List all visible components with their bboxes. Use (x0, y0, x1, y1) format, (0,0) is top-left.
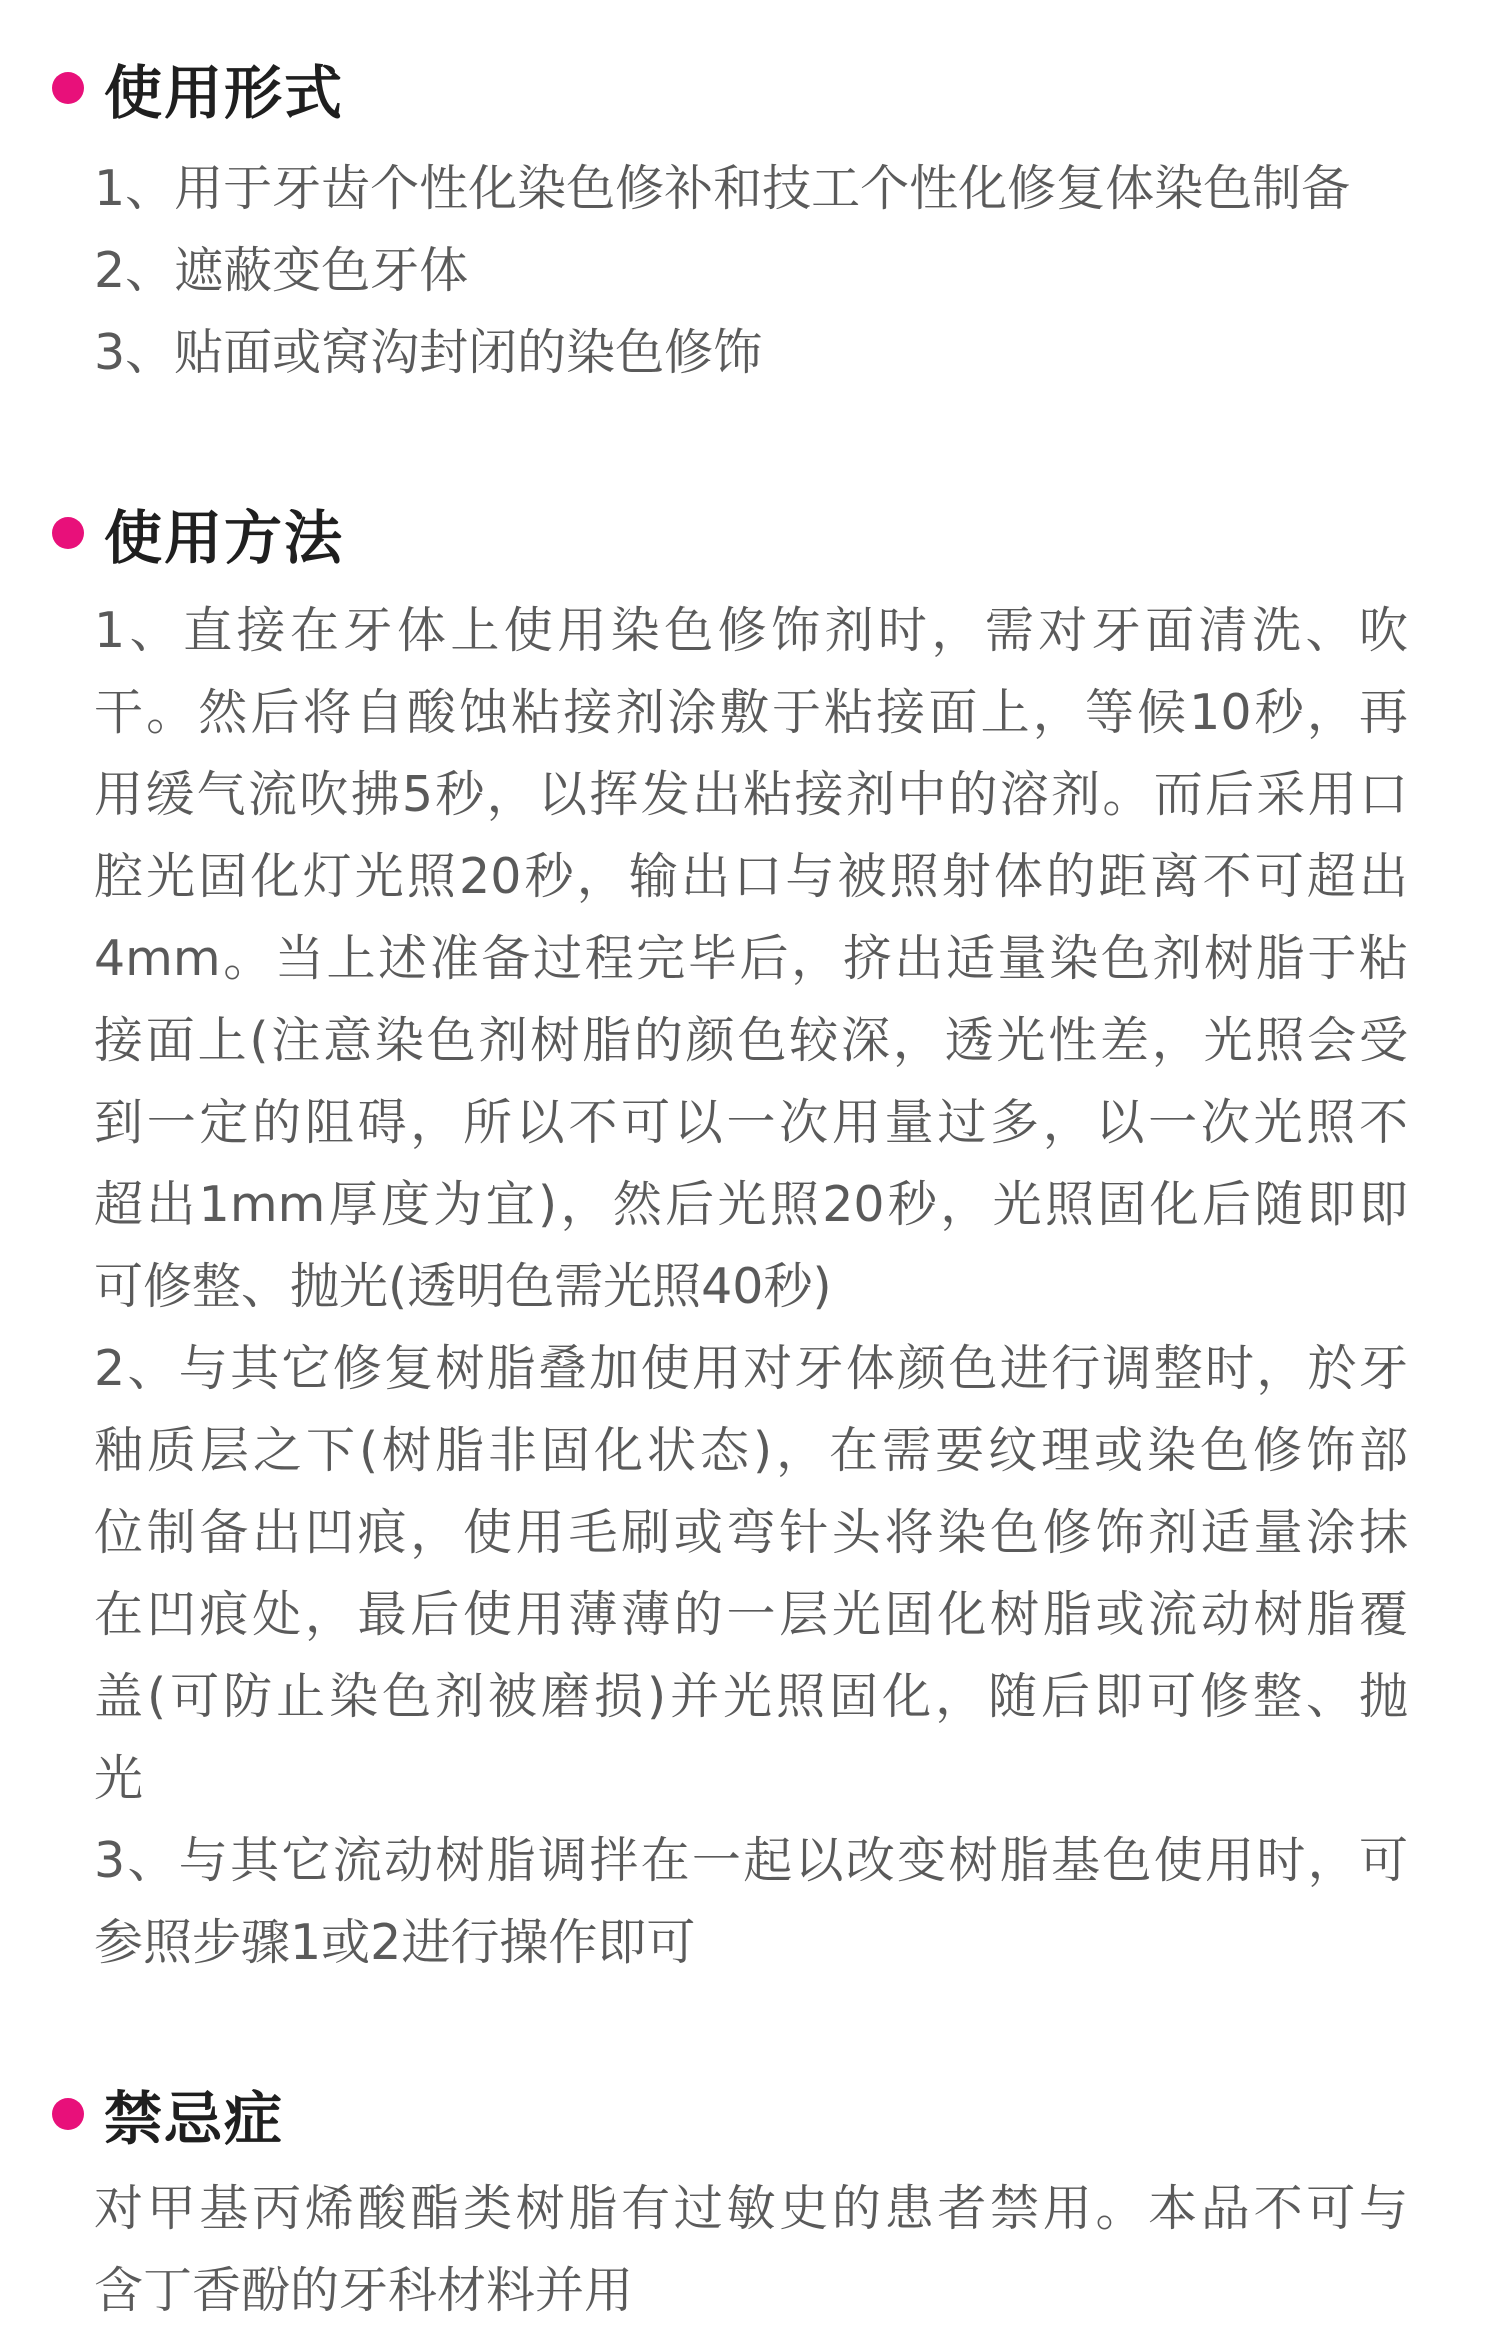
text-line: 光 (94, 1750, 144, 1807)
section-title: 禁忌症 (104, 2085, 285, 2153)
section-header-usage-method (52, 493, 344, 573)
text-line: 接面上(注意染色剂树脂的颜色较深，透光性差，光照会受 (94, 1012, 1408, 1069)
text-line: 位制备出凹痕，使用毛刷或弯针头将染色修饰剂适量涂抹 (94, 1504, 1408, 1561)
text-line: 参照步骤1或2进行操作即可 (94, 1914, 696, 1971)
text-line: 对甲基丙烯酸酯类树脂有过敏史的患者禁用。本品不可与 (94, 2180, 1408, 2237)
bullet-dot-icon (52, 517, 84, 549)
section-header-usage-form (52, 48, 344, 128)
text-line: 到一定的阻碍，所以不可以一次用量过多，以一次光照不 (94, 1094, 1408, 1151)
text-line: 2、遮蔽变色牙体 (94, 242, 469, 299)
section-title: 使用方法 (104, 504, 345, 572)
text-line: 腔光固化灯光照20秒，输出口与被照射体的距离不可超出 (94, 848, 1408, 905)
text-line: 可修整、抛光(透明色需光照40秒) (94, 1258, 832, 1315)
text-line: 1、用于牙齿个性化染色修补和技工个性化修复体染色制备 (94, 160, 1351, 217)
text-line: 2、与其它修复树脂叠加使用对牙体颜色进行调整时，於牙 (94, 1340, 1408, 1397)
text-line: 盖(可防止染色剂被磨损)并光照固化，随后即可修整、抛 (94, 1668, 1408, 1725)
text-line: 3、贴面或窝沟封闭的染色修饰 (94, 324, 763, 381)
text-line: 1、直接在牙体上使用染色修饰剂时，需对牙面清洗、吹 (94, 602, 1408, 659)
section-header-contraindications (52, 2074, 284, 2154)
text-line: 干。然后将自酸蚀粘接剂涂敷于粘接面上，等候10秒，再 (94, 684, 1408, 741)
text-line: 含丁香酚的牙科材料并用 (94, 2262, 634, 2319)
bullet-dot-icon (52, 2098, 84, 2130)
text-line: 在凹痕处，最后使用薄薄的一层光固化树脂或流动树脂覆 (94, 1586, 1408, 1643)
text-line: 用缓气流吹拂5秒，以挥发出粘接剂中的溶剂。而后采用口 (94, 766, 1408, 823)
text-line: 釉质层之下(树脂非固化状态)，在需要纹理或染色修饰部 (94, 1422, 1408, 1479)
bullet-dot-icon (52, 72, 84, 104)
section-title: 使用形式 (104, 59, 345, 127)
text-line: 4mm。当上述准备过程完毕后，挤出适量染色剂树脂于粘 (94, 930, 1408, 987)
text-line: 超出1mm厚度为宜)，然后光照20秒，光照固化后随即即 (94, 1176, 1408, 1233)
text-line: 3、与其它流动树脂调拌在一起以改变树脂基色使用时，可 (94, 1832, 1408, 1889)
